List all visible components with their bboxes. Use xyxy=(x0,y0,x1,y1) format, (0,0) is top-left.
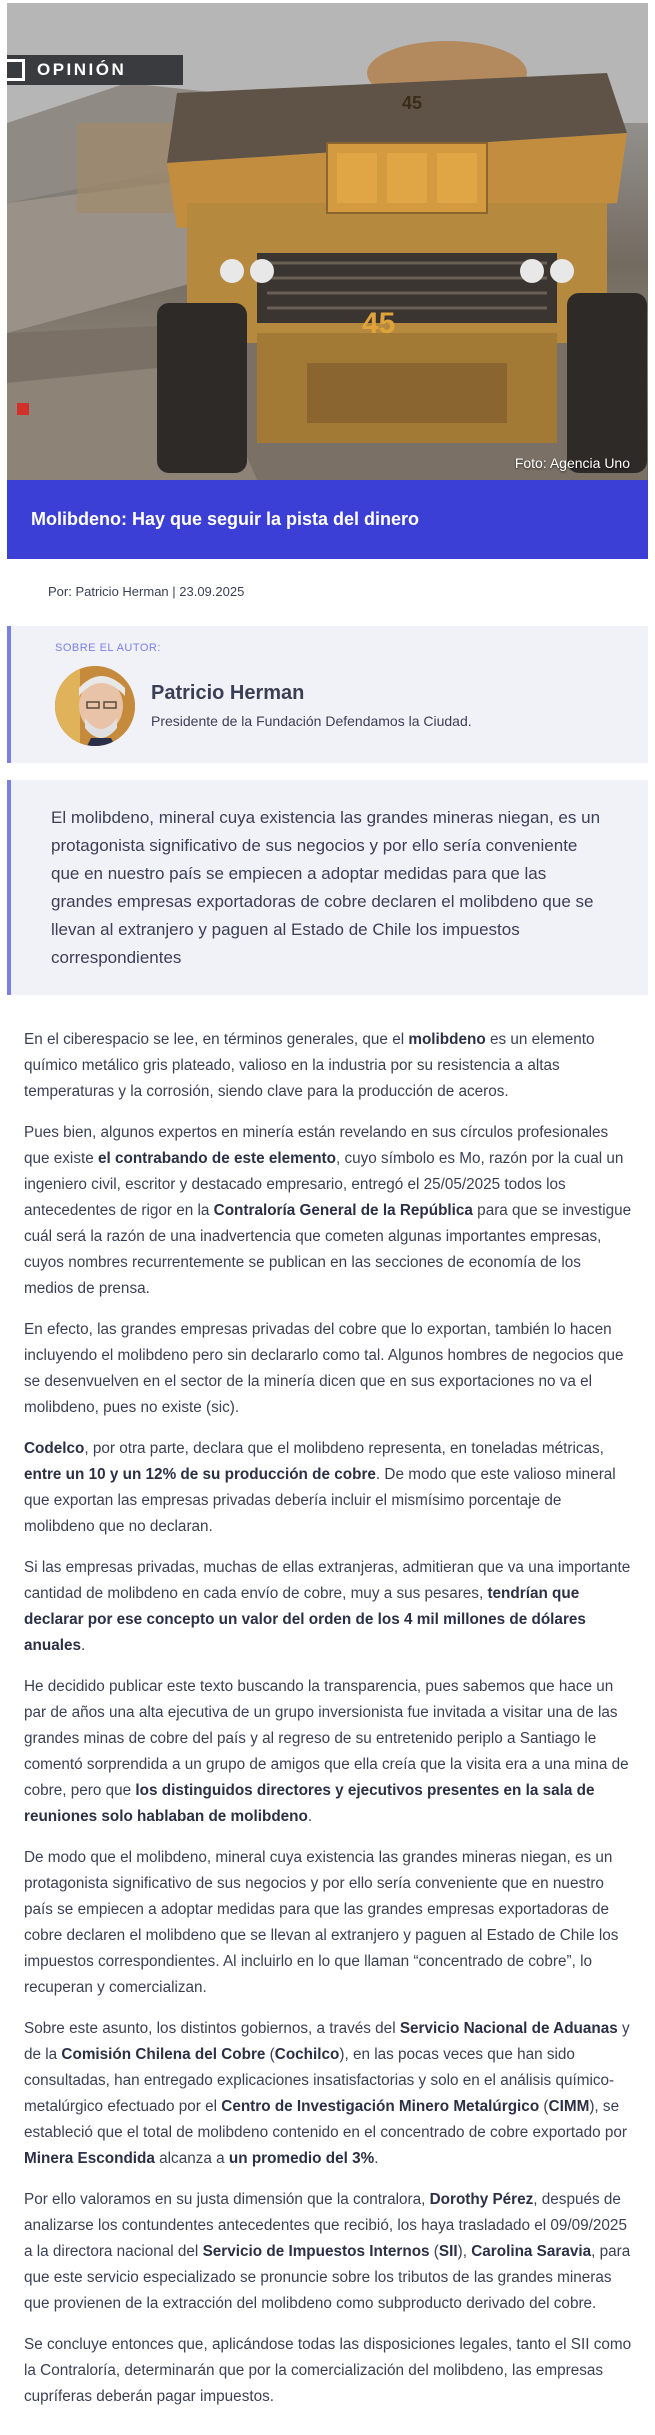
bold-text: molibdeno xyxy=(408,1031,486,1048)
text-run: ), se estableció que el total de molibdeno contenido en el concentrado de cobre exportado por xyxy=(24,2098,627,2141)
body-paragraph xyxy=(24,1027,634,1105)
bold-text: Minera Escondida xyxy=(24,2150,155,2167)
bold-text: Cochilco xyxy=(274,2046,340,2063)
text-run: . De modo que este valioso mineral que exportan las empresas privadas debería incluir el mismísimo porcentaje de molibdeno que no declaran. xyxy=(24,1466,616,1535)
body-paragraph xyxy=(24,1436,634,1540)
body-paragraph xyxy=(24,1845,634,2001)
bold-text: Centro de Investigación Minero Metalúrgico xyxy=(221,2098,540,2115)
bold-text: SII xyxy=(438,2243,458,2260)
text-run: , después de analizarse los contundentes antecedentes que recibió, los haya trasladado el 09/09/2025 a la directora nacional del xyxy=(24,2191,627,2260)
author-photo-icon xyxy=(55,666,135,746)
text-run: Se concluye entonces que, aplicándose todas las disposiciones legales, tanto el SII como la Contraloría, determinarán que por la comercialización del molibdeno, las empresas cupríferas deberán pagar impuestos. xyxy=(24,2336,632,2405)
brand-logo-icon xyxy=(7,59,25,81)
body-paragraph xyxy=(24,1120,634,1302)
bold-text: el contrabando de este elemento xyxy=(97,1150,336,1167)
bold-text: Codelco xyxy=(24,1440,85,1457)
text-run: , por otra parte, declara que el molibdeno representa, en toneladas métricas, xyxy=(84,1440,604,1457)
text-run: De modo que el molibdeno, mineral cuya existencia las grandes mineras niegan, es un protagonista significativo de sus negocios y por ello sería conveniente que en nuestro país se empiecen a adoptar medidas para que las grandes empresas exportadoras de cobre declaren el molibdeno que se llevan al extranjero y paguen al Estado de Chile los impuestos correspondientes. Al incluirlo en lo que llaman “concentrado de cobre”, lo recuperan y comercializan. xyxy=(24,1849,619,1996)
bold-text: tendrían que declarar por ese concepto un valor del orden de los 4 mil millones de dólares anuales xyxy=(24,1585,586,1654)
text-run: En el ciberespacio se lee, en términos generales, que el xyxy=(24,1031,409,1048)
text-run: . xyxy=(374,2150,379,2167)
photo-credit: Foto: Agencia Uno xyxy=(514,455,630,471)
author-name[interactable]: Patricio Herman xyxy=(151,682,305,704)
body-paragraph xyxy=(24,2332,634,2410)
bold-text: Servicio Nacional de Aduanas xyxy=(399,2020,618,2037)
byline: Por: Patricio Herman | 23.09.2025 xyxy=(48,584,245,599)
bold-text: Servicio de Impuestos Internos xyxy=(202,2243,430,2260)
text-run: para que se investigue cuál será la razón de una inadvertencia que cometen algunas importantes empresas, cuyos nombres recurrentemente se publican en las secciones de economía de los medios de prensa. xyxy=(24,1202,632,1297)
text-run: ), en las pocas veces que han sido consultadas, han entregado explicaciones insatisfactorias y solo en el análisis químico-metalúrgico efectuado por el xyxy=(24,2046,615,2115)
text-run: ), xyxy=(457,2243,472,2260)
text-run: , cuyo símbolo es Mo, razón por la cual un ingeniero civil, escritor y destacado empresario, entregó el 25/05/2025 todos los antecedentes de rigor en la xyxy=(24,1150,624,1219)
text-run: , para que este servicio especializado se pronuncie sobre los tributos de las grandes mineras que provienen de la extracción del molibdeno como subproducto derivado del cobre. xyxy=(24,2243,631,2312)
bold-text: Contraloría General de la República xyxy=(213,1202,473,1219)
article-title: Molibdeno: Hay que seguir la pista del dinero xyxy=(31,509,420,529)
text-run: es un elemento químico metálico gris plateado, valioso en la industria por su resistencia a altas temperaturas y la corrosión, siendo clave para la producción de aceros. xyxy=(24,1031,595,1100)
text-run: Sobre este asunto, los distintos gobiernos, a través del xyxy=(24,2020,400,2037)
text-run: Si las empresas privadas, muchas de ellas extranjeras, admitieran que va una importante cantidad de molibdeno en cada envío de cobre, muy a sus pesares, xyxy=(24,1559,631,1602)
text-run: . xyxy=(307,1808,313,1825)
truck-number-top: 45 xyxy=(402,93,423,113)
bold-text: Comisión Chilena del Cobre xyxy=(61,2046,266,2063)
text-run: y de la xyxy=(24,2020,630,2063)
author-avatar[interactable] xyxy=(55,666,135,746)
bold-text: un promedio del 3% xyxy=(228,2150,375,2167)
bold-text: entre un 10 y un 12% de su producción de cobre xyxy=(24,1466,376,1483)
truck-number-front: 45 xyxy=(362,307,396,340)
text-run: ( xyxy=(539,2098,549,2115)
author-box xyxy=(7,626,648,763)
body-paragraph xyxy=(24,1555,634,1659)
text-run: He decidido publicar este texto buscando la transparencia, pues sabemos que hace un par de años una alta ejecutiva de un grupo inversionista fue invitada a visitar una de las grandes minas de cobre del país y al regreso de su entretenido periplo a Santiago le comentó sorprendida a un grupo de amigos que ella creía que la visita era a una mina de cobre, pero que xyxy=(24,1678,629,1799)
text-run: alcanza a xyxy=(154,2150,229,2167)
body-paragraph xyxy=(24,1674,634,1830)
author-kicker: SOBRE EL AUTOR: xyxy=(55,642,161,654)
section-tag[interactable] xyxy=(7,55,183,85)
bold-text: CIMM xyxy=(548,2098,590,2115)
article-body xyxy=(24,1027,634,2425)
body-paragraph xyxy=(24,1317,634,1421)
bold-text: Dorothy Pérez xyxy=(429,2191,534,2208)
text-run: . xyxy=(80,1637,86,1654)
bold-text: Carolina Saravia xyxy=(471,2243,592,2260)
text-run: ( xyxy=(265,2046,275,2063)
hero-image xyxy=(7,3,648,480)
section-label: OPINIÓN xyxy=(37,60,127,79)
lead-text: El molibdeno, mineral cuya existencia las grandes mineras niegan, es un protagonista significativo de sus negocios y por ello sería conveniente que en nuestro país se empiecen a adoptar medidas para que las grandes empresas exportadoras de cobre declaren el molibdeno que se llevan al extranjero y paguen al Estado de Chile los impuestos correspondientes xyxy=(51,808,601,967)
text-run: Por ello valoramos en su justa dimensión que la contralora, xyxy=(24,2191,430,2208)
bold-text: los distinguidos directores y ejecutivos presentes en la sala de reuniones solo hablaban de molibdeno xyxy=(24,1782,595,1825)
text-run: En efecto, las grandes empresas privadas del cobre que lo exportan, también lo hacen incluyendo el molibdeno pero sin declararlo como tal. Algunos hombres de negocios que se desenvuelven en el sector de la minería dicen que en sus exportaciones no va el molibdeno, pues no existe (sic). xyxy=(24,1321,624,1416)
body-paragraph xyxy=(24,2187,634,2317)
lead-quote xyxy=(7,780,648,995)
text-run: ( xyxy=(429,2243,439,2260)
text-run: Pues bien, algunos expertos en minería están revelando en sus círculos profesionales que existe xyxy=(24,1124,609,1167)
body-paragraph xyxy=(24,2016,634,2172)
author-role: Presidente de la Fundación Defendamos la Ciudad. xyxy=(151,713,472,729)
article-title-bar xyxy=(7,480,648,559)
